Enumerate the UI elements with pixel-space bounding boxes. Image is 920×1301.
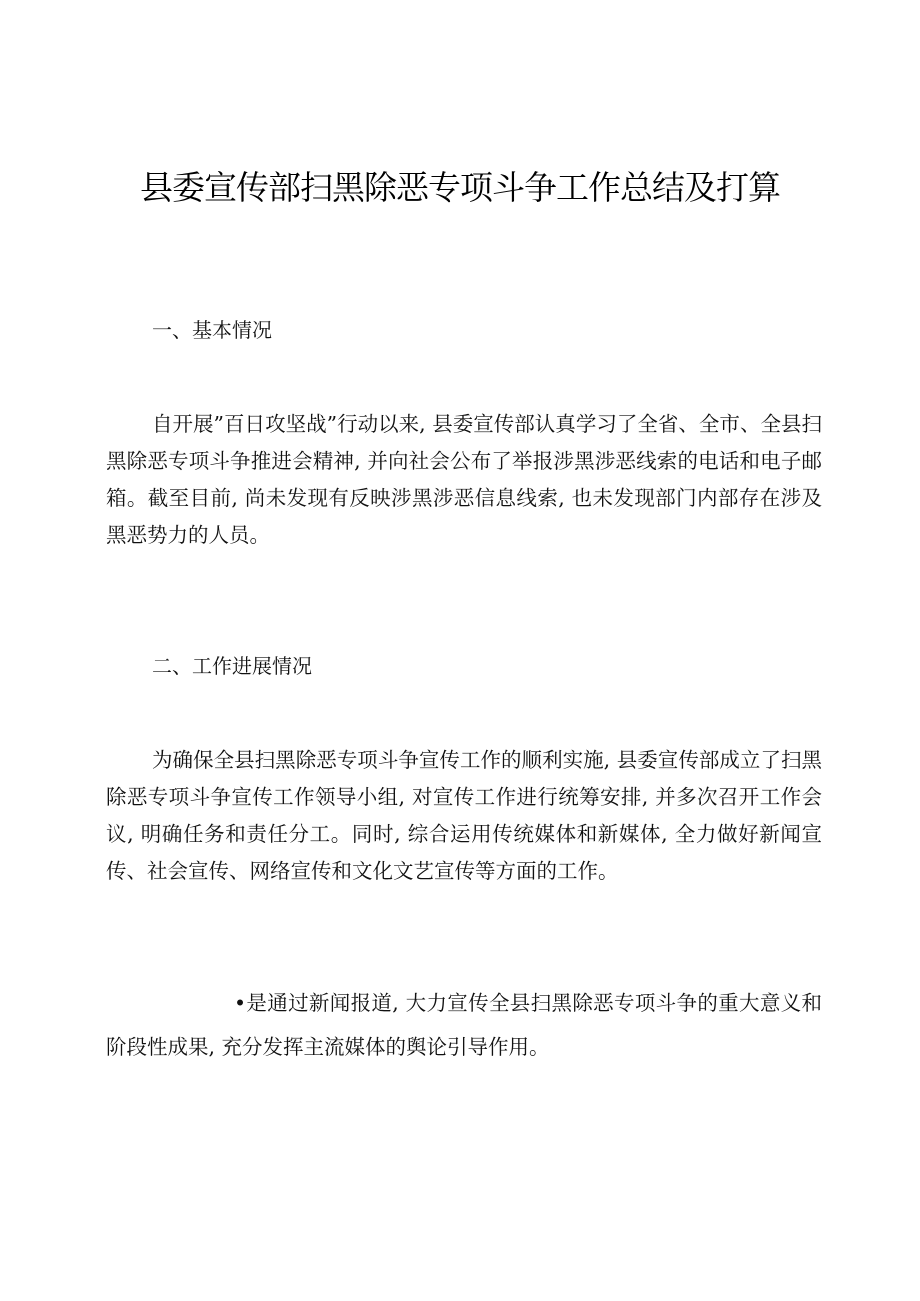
document-title: 县委宣传部扫黑除恶专项斗争工作总结及打算 bbox=[140, 168, 780, 207]
section-heading-basic: 一、基本情况 bbox=[152, 318, 272, 342]
section-heading-progress: 二、工作进展情况 bbox=[152, 654, 312, 678]
paragraph-news-reporting: •是通过新闻报道, 大力宣传全县扫黑除恶专项斗争的重大意义和阶段性成果, 充分发挥主流媒体的舆论引导作用。 bbox=[106, 991, 822, 1059]
paragraph-basic-situation: 自开展”百日攻坚战”行动以来, 县委宣传部认真学习了全省、全市、全县扫黑除恶专项斗争推进会精神, 并向社会公布了举报涉黑涉恶线索的电话和电子邮箱。截至目前, 尚未发现有反映涉黑涉恶信息线索, 也未发现部门内部存在涉及黑恶势力的人员。 bbox=[106, 412, 822, 547]
paragraph-progress: 为确保全县扫黑除恶专项斗争宣传工作的顺利实施, 县委宣传部成立了扫黑除恶专项斗争宣传工作领导小组, 对宣传工作进行统筹安排, 并多次召开工作会议, 明确任务和责任分工。同时, 综合运用传统媒体和新媒体, 全力做好新闻宣传、社会宣传、网络宣传和文化文艺宣传等方面的工作。 bbox=[106, 748, 822, 883]
